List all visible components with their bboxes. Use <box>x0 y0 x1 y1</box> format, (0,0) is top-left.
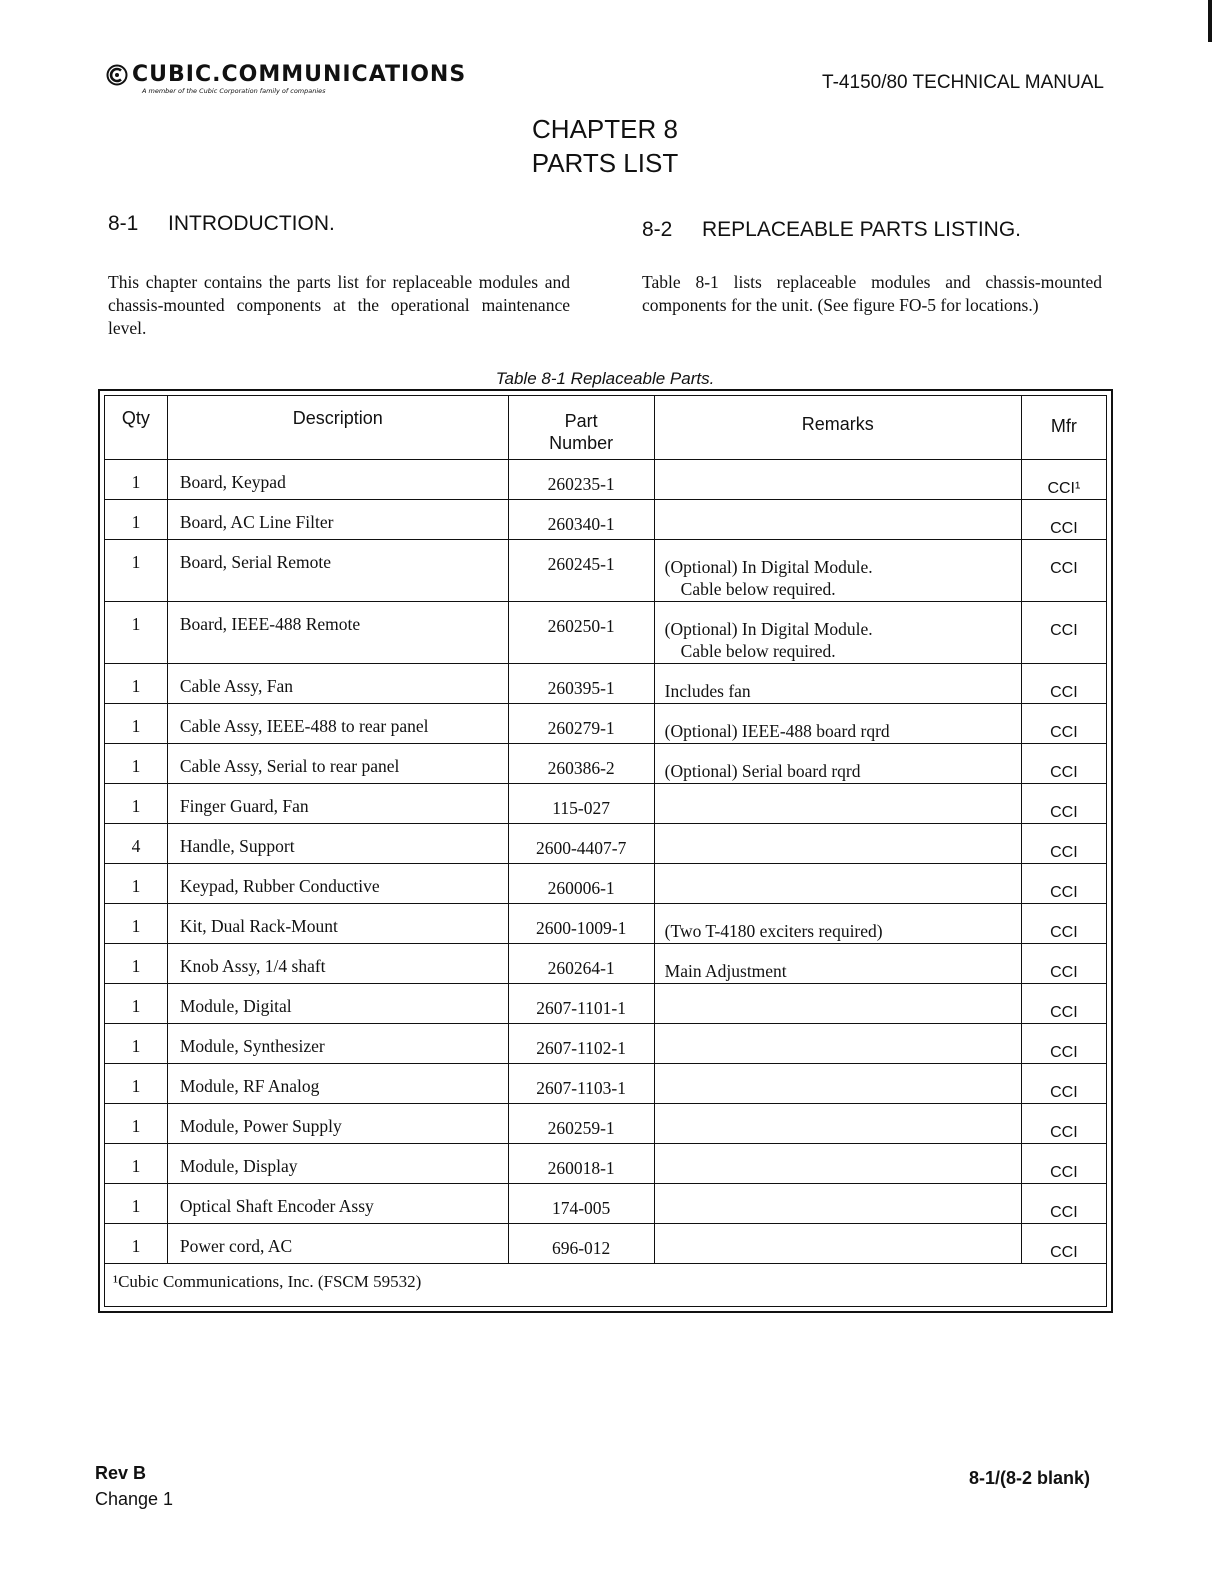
qty-cell: 1 <box>105 1184 168 1224</box>
remarks-line1: Main Adjustment <box>664 961 787 981</box>
description-cell: Power cord, AC <box>167 1224 508 1264</box>
table-row <box>105 460 1107 500</box>
mfr-cell: CCI <box>1021 540 1106 602</box>
part-number-cell: 115-027 <box>508 784 654 824</box>
mfr-cell: CCI <box>1021 744 1106 784</box>
remarks-line1: (Optional) In Digital Module. <box>664 557 873 577</box>
qty-cell: 1 <box>105 944 168 984</box>
mfr-cell: CCI <box>1021 1064 1106 1104</box>
remarks-line1: (Optional) IEEE-488 board rqrd <box>664 721 890 741</box>
parts-table-body <box>105 460 1107 1264</box>
qty-cell: 1 <box>105 904 168 944</box>
description-cell: Finger Guard, Fan <box>167 784 508 824</box>
mfr-cell: CCI <box>1021 1144 1106 1184</box>
section-number: 8-2 <box>642 218 673 241</box>
parts-listing-paragraph: Table 8-1 lists replaceable modules and chassis-mounted components for the unit. (See figure FO-5 for locations.) <box>642 272 1102 315</box>
table-row <box>105 744 1107 784</box>
qty-cell: 1 <box>105 460 168 500</box>
part-number-cell: 260386-2 <box>508 744 654 784</box>
description-cell: Board, AC Line Filter <box>167 500 508 540</box>
remarks-line1: (Optional) Serial board rqrd <box>664 761 861 781</box>
description-cell: Board, Serial Remote <box>167 540 508 602</box>
mfr-cell: CCI <box>1021 944 1106 984</box>
description-cell: Module, Display <box>167 1144 508 1184</box>
qty-cell: 1 <box>105 1104 168 1144</box>
table-caption: Table 8-1 Replaceable Parts. <box>495 369 715 388</box>
section-number: 8-1 <box>108 212 139 235</box>
company-name: CUBIC.COMMUNICATIONS <box>132 62 467 87</box>
chapter-title: PARTS LIST <box>531 148 679 178</box>
section-title: INTRODUCTION. <box>168 212 335 235</box>
remarks-cell <box>654 1024 1021 1064</box>
table-row <box>105 1024 1107 1064</box>
section-heading-parts-listing <box>642 218 1021 242</box>
table-row <box>105 904 1107 944</box>
qty-cell: 1 <box>105 500 168 540</box>
description-cell: Cable Assy, Serial to rear panel <box>167 744 508 784</box>
description-cell: Kit, Dual Rack-Mount <box>167 904 508 944</box>
header-mfr: Mfr <box>1021 396 1106 460</box>
part-number-cell: 260264-1 <box>508 944 654 984</box>
remarks-cell <box>654 1064 1021 1104</box>
remarks-cell <box>654 602 1021 664</box>
table-row <box>105 1224 1107 1264</box>
part-number-cell: 260250-1 <box>508 602 654 664</box>
remarks-line1: (Optional) In Digital Module. <box>664 619 873 639</box>
part-number-cell: 260006-1 <box>508 864 654 904</box>
qty-cell: 1 <box>105 1064 168 1104</box>
description-cell: Module, Power Supply <box>167 1104 508 1144</box>
table-row <box>105 602 1107 664</box>
description-cell: Board, Keypad <box>167 460 508 500</box>
header-remarks: Remarks <box>654 396 1021 460</box>
mfr-cell: CCI <box>1021 1224 1106 1264</box>
table-row <box>105 500 1107 540</box>
part-number-cell: 696-012 <box>508 1224 654 1264</box>
part-number-cell: 260395-1 <box>508 664 654 704</box>
remarks-cell <box>654 824 1021 864</box>
remarks-line2: Cable below required. <box>680 641 836 661</box>
header-qty: Qty <box>105 396 168 460</box>
part-number-cell: 2607-1102-1 <box>508 1024 654 1064</box>
mfr-cell: CCI <box>1021 602 1106 664</box>
qty-cell: 1 <box>105 864 168 904</box>
qty-cell: 1 <box>105 984 168 1024</box>
remarks-cell <box>654 664 1021 704</box>
parts-table <box>104 395 1107 1307</box>
header-description: Description <box>167 396 508 460</box>
part-number-cell: 174-005 <box>508 1184 654 1224</box>
remarks-cell <box>654 704 1021 744</box>
section-title: REPLACEABLE PARTS LISTING. <box>702 218 1021 241</box>
part-number-cell: 260245-1 <box>508 540 654 602</box>
remarks-cell <box>654 1224 1021 1264</box>
mfr-cell: CCI <box>1021 500 1106 540</box>
qty-cell: 1 <box>105 744 168 784</box>
revision-block <box>95 1460 173 1512</box>
page-number: 8-1/(8-2 blank) <box>968 1468 1090 1488</box>
table-row <box>105 664 1107 704</box>
part-number-cell: 260259-1 <box>508 1104 654 1144</box>
description-cell: Module, Synthesizer <box>167 1024 508 1064</box>
scan-edge-mark <box>1208 0 1212 42</box>
qty-cell: 1 <box>105 602 168 664</box>
remarks-cell <box>654 984 1021 1024</box>
remarks-cell <box>654 1104 1021 1144</box>
section-heading-intro <box>108 212 335 236</box>
cubic-logo-icon <box>106 64 128 86</box>
table-row <box>105 1104 1107 1144</box>
mfr-cell: CCI <box>1021 904 1106 944</box>
parts-table-frame <box>98 389 1113 1313</box>
table-row <box>105 784 1107 824</box>
header-part-line1: Part <box>564 411 598 431</box>
qty-cell: 1 <box>105 540 168 602</box>
part-number-cell: 2607-1101-1 <box>508 984 654 1024</box>
description-cell: Module, RF Analog <box>167 1064 508 1104</box>
table-row <box>105 984 1107 1024</box>
remarks-cell <box>654 500 1021 540</box>
remarks-cell <box>654 460 1021 500</box>
manual-title: T-4150/80 TECHNICAL MANUAL <box>822 72 1104 93</box>
table-footnote-row <box>105 1264 1107 1307</box>
remarks-cell <box>654 540 1021 602</box>
table-row <box>105 1144 1107 1184</box>
mfr-cell: CCI <box>1021 704 1106 744</box>
description-cell: Module, Digital <box>167 984 508 1024</box>
qty-cell: 1 <box>105 1024 168 1064</box>
mfr-cell: CCI <box>1021 824 1106 864</box>
description-cell: Cable Assy, IEEE-488 to rear panel <box>167 704 508 744</box>
table-header-row <box>105 396 1107 460</box>
change-label: Change 1 <box>95 1489 174 1509</box>
description-cell: Keypad, Rubber Conductive <box>167 864 508 904</box>
chapter-number: CHAPTER 8 <box>532 114 678 144</box>
part-number-cell: 2607-1103-1 <box>508 1064 654 1104</box>
remarks-cell <box>654 744 1021 784</box>
mfr-cell: CCI <box>1021 664 1106 704</box>
remarks-cell <box>654 944 1021 984</box>
table-footnote: ¹Cubic Communications, Inc. (FSCM 59532) <box>105 1264 1107 1307</box>
mfr-cell: CCI <box>1021 864 1106 904</box>
qty-cell: 1 <box>105 664 168 704</box>
intro-paragraph: This chapter contains the parts list for replaceable modules and chassis-mounted components at the operational maintenance level. <box>108 272 570 338</box>
remarks-cell <box>654 784 1021 824</box>
part-number-cell: 260018-1 <box>508 1144 654 1184</box>
description-cell: Optical Shaft Encoder Assy <box>167 1184 508 1224</box>
part-number-cell: 260279-1 <box>508 704 654 744</box>
description-cell: Handle, Support <box>167 824 508 864</box>
mfr-cell: CCI <box>1021 1184 1106 1224</box>
qty-cell: 4 <box>105 824 168 864</box>
qty-cell: 1 <box>105 784 168 824</box>
table-row <box>105 864 1107 904</box>
mfr-cell: CCI <box>1021 1104 1106 1144</box>
remarks-line2: Cable below required. <box>680 579 836 599</box>
remarks-line1: (Two T-4180 exciters required) <box>664 921 883 941</box>
table-row <box>105 1184 1107 1224</box>
revision-label: Rev B <box>95 1463 147 1483</box>
table-row <box>105 944 1107 984</box>
remarks-line1: Includes fan <box>664 681 751 701</box>
table-row <box>105 704 1107 744</box>
header-part-number <box>508 396 654 460</box>
mfr-cell: CCI <box>1021 984 1106 1024</box>
table-row <box>105 1064 1107 1104</box>
description-cell: Board, IEEE-488 Remote <box>167 602 508 664</box>
mfr-cell: CCI <box>1021 784 1106 824</box>
remarks-cell <box>654 1184 1021 1224</box>
part-number-cell: 260235-1 <box>508 460 654 500</box>
qty-cell: 1 <box>105 1144 168 1184</box>
qty-cell: 1 <box>105 704 168 744</box>
remarks-cell <box>654 1144 1021 1184</box>
description-cell: Knob Assy, 1/4 shaft <box>167 944 508 984</box>
company-logo <box>106 62 466 95</box>
part-number-cell: 2600-4407-7 <box>508 824 654 864</box>
mfr-cell: CCI¹ <box>1021 460 1106 500</box>
remarks-cell <box>654 864 1021 904</box>
part-number-cell: 2600-1009-1 <box>508 904 654 944</box>
header-part-line2: Number <box>549 433 614 453</box>
table-row <box>105 824 1107 864</box>
remarks-cell <box>654 904 1021 944</box>
company-tagline: A member of the Cubic Corporation family of companies <box>142 87 326 95</box>
qty-cell: 1 <box>105 1224 168 1264</box>
mfr-cell: CCI <box>1021 1024 1106 1064</box>
part-number-cell: 260340-1 <box>508 500 654 540</box>
table-row <box>105 540 1107 602</box>
chapter-heading <box>0 112 1210 180</box>
description-cell: Cable Assy, Fan <box>167 664 508 704</box>
